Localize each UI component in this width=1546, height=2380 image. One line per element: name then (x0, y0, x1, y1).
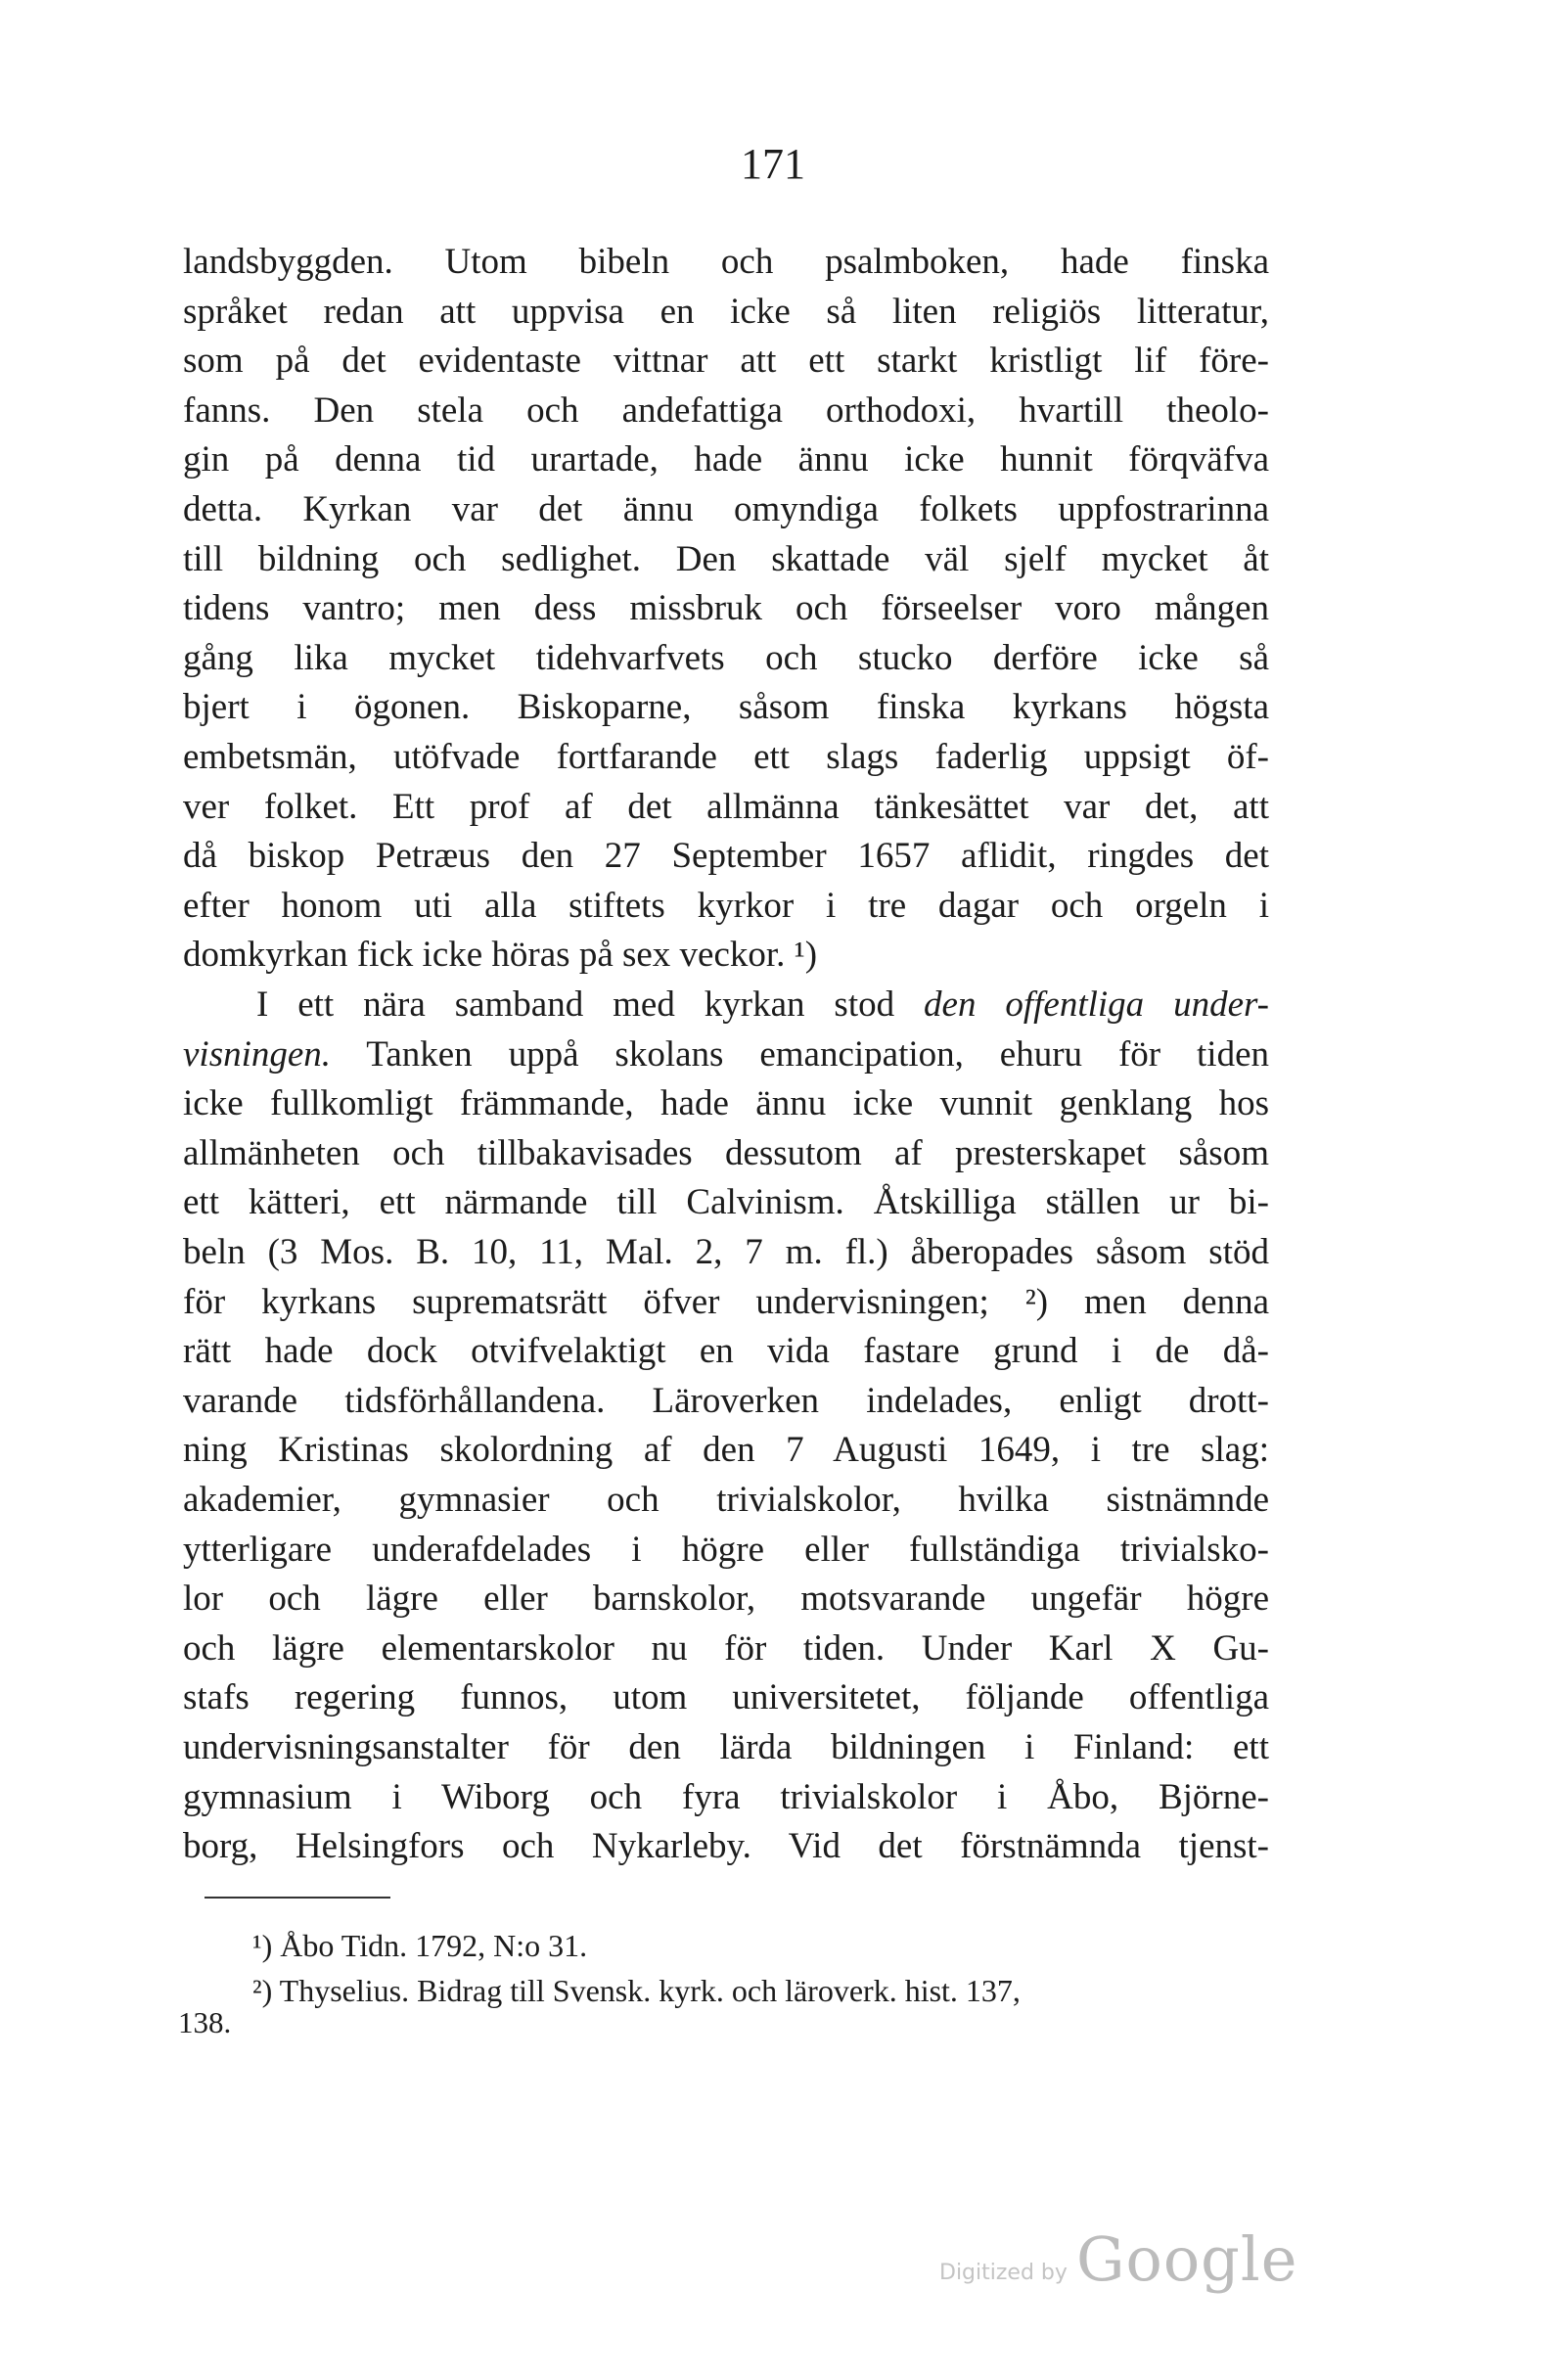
text-line (183, 535, 1269, 584)
text-line (183, 584, 1269, 633)
text-segment: ett kätteri, ett närmande till Calvinism. Åtskilliga ställen ur bi- (183, 1182, 1269, 1222)
text-segment: allmänheten och tillbakavisades dessutom af presterskapet såsom (183, 1133, 1269, 1173)
text-segment: I ett nära samband med kyrkan stod (256, 984, 925, 1025)
text-line (183, 288, 1269, 337)
text-line (183, 783, 1269, 832)
text-segment: den offentliga under- (924, 984, 1269, 1025)
footnote-1 (252, 1926, 587, 1965)
text-segment: Tanken uppå skolans emancipation, ehuru för tiden (331, 1034, 1269, 1075)
text-line (183, 1228, 1269, 1277)
text-line (183, 1129, 1269, 1178)
text-segment: landsbyggden. Utom bibeln och psalmboken, hade finska (183, 242, 1269, 282)
watermark-prefix: Digitized by (939, 2261, 1068, 2285)
text-line (183, 1575, 1269, 1624)
google-watermark (939, 2223, 1298, 2302)
text-line (183, 832, 1269, 881)
text-segment: ver folket. Ett prof af det allmänna tänkesättet var det, att (183, 787, 1269, 827)
text-segment: till bildning och sedlighet. Den skattade väl sjelf mycket åt (183, 539, 1269, 579)
text-segment: språket redan att uppvisa en icke så liten religiös litteratur, (183, 292, 1269, 332)
text-line (183, 1030, 1269, 1079)
text-line (183, 1476, 1269, 1525)
text-line (183, 1278, 1269, 1327)
text-segment: domkyrkan fick icke höras på sex veckor. ¹) (183, 935, 818, 975)
text-line (183, 1723, 1269, 1772)
text-segment: borg, Helsingfors och Nykarleby. Vid det förstnämnda tjenst- (183, 1826, 1269, 1866)
text-segment: ning Kristinas skolordning af den 7 Augusti 1649, i tre slag: (183, 1430, 1269, 1470)
text-segment: rätt hade dock otvifvelaktigt en vida fastare grund i de då- (183, 1331, 1269, 1371)
text-line (183, 931, 1269, 980)
text-line (183, 882, 1269, 931)
text-line (183, 634, 1269, 683)
text-line (183, 1377, 1269, 1426)
page-number: 171 (741, 140, 805, 188)
text-line (183, 1625, 1269, 1673)
text-line (183, 1673, 1269, 1722)
text-segment: som på det evidentaste vittnar att ett starkt kristligt lif före- (183, 341, 1269, 381)
footnote-text: Åbo Tidn. 1792, N:o 31. (280, 1928, 588, 1963)
text-line (183, 238, 1269, 287)
google-logo: Google (1076, 2223, 1298, 2295)
footnote-2 (252, 1971, 1021, 2010)
text-line (183, 1526, 1269, 1575)
text-segment: tidens vantro; men dess missbruk och förseelser voro mången (183, 588, 1269, 628)
text-segment: efter honom uti alla stiftets kyrkor i tre dagar och orgeln i (183, 886, 1269, 926)
text-segment: icke fullkomligt främmande, hade ännu icke vunnit genklang hos (183, 1083, 1269, 1123)
text-line (183, 337, 1269, 386)
text-segment: för kyrkans suprematsrätt öfver undervisningen; ²) men denna (183, 1282, 1269, 1322)
text-segment: gång lika mycket tidehvarfvets och stucko derföre icke så (183, 638, 1269, 678)
text-line (183, 1822, 1269, 1871)
text-segment: då biskop Petræus den 27 September 1657 aflidit, ringdes det (183, 836, 1269, 876)
signature-mark: 138. (178, 2005, 232, 2039)
text-segment: lor och lägre eller barnskolor, motsvarande ungefär högre (183, 1579, 1269, 1619)
text-segment: fanns. Den stela och andefattiga orthodoxi, hvartill theolo- (183, 390, 1269, 431)
text-line (183, 733, 1269, 782)
text-segment: bjert i ögonen. Biskoparne, såsom finska kyrkans högsta (183, 687, 1269, 727)
text-line (183, 1327, 1269, 1376)
text-segment: undervisningsanstalter för den lärda bildningen i Finland: ett (183, 1727, 1269, 1767)
text-segment: akademier, gymnasier och trivialskolor, hvilka sistnämnde (183, 1480, 1269, 1520)
text-line (183, 683, 1269, 732)
footnote-mark: ¹) (252, 1928, 273, 1963)
text-segment: gymnasium i Wiborg och fyra trivialskolor i Åbo, Björne- (183, 1777, 1269, 1817)
text-segment: varande tidsförhållandena. Läroverken indelades, enligt drott- (183, 1381, 1269, 1421)
text-segment: gin på denna tid urartade, hade ännu icke hunnit förqväfva (183, 439, 1269, 480)
text-segment: och lägre elementarskolor nu för tiden. Under Karl X Gu- (183, 1628, 1269, 1669)
text-line (256, 981, 1269, 1030)
text-line (183, 387, 1269, 435)
text-line (183, 1178, 1269, 1227)
text-segment: ytterligare underafdelades i högre eller fullständiga trivialsko- (183, 1530, 1269, 1570)
text-line (183, 1426, 1269, 1475)
footnote-text: Thyselius. Bidrag till Svensk. kyrk. och läroverk. hist. 137, (279, 1973, 1021, 2008)
text-segment: beln (3 Mos. B. 10, 11, Mal. 2, 7 m. fl.) åberopades såsom stöd (183, 1232, 1269, 1272)
text-line (183, 1773, 1269, 1822)
text-line (183, 1079, 1269, 1128)
footnote-divider (205, 1897, 390, 1899)
text-line (183, 485, 1269, 534)
text-segment: visningen. (183, 1034, 332, 1075)
footnote-mark: ²) (252, 1973, 273, 2008)
text-segment: stafs regering funnos, utom universitetet, följande offentliga (183, 1677, 1269, 1717)
text-segment: detta. Kyrkan var det ännu omyndiga folkets uppfostrarinna (183, 489, 1269, 529)
text-segment: embetsmän, utöfvade fortfarande ett slags faderlig uppsigt öf- (183, 737, 1269, 777)
text-line (183, 435, 1269, 484)
